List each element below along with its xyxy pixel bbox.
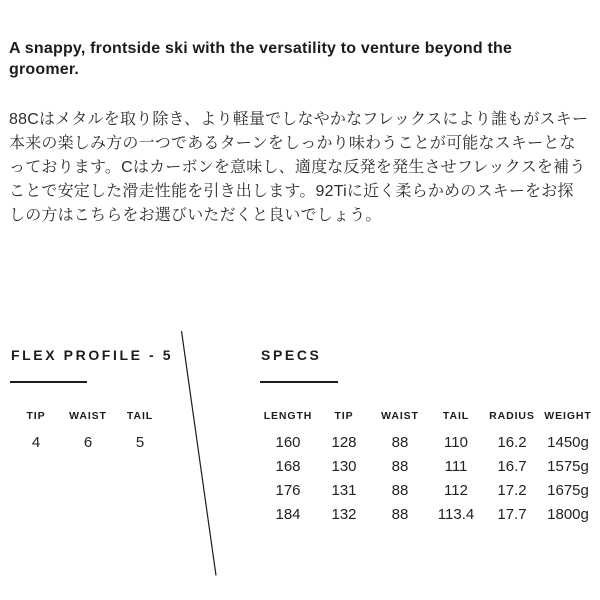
specs-row	[260, 503, 596, 527]
flex-col-header-waist: WAIST	[69, 410, 107, 422]
specs-col-header-weight: WEIGHT	[544, 410, 592, 422]
flex-profile-value-row	[10, 431, 166, 455]
flex-profile-title: FLEX PROFILE - 5	[11, 347, 174, 363]
spec-cell-radius: 17.2	[497, 482, 527, 499]
spec-cell-tail: 113.4	[437, 506, 475, 523]
specs-table	[260, 410, 596, 527]
description-line: 88Cはメタルを取り除き、より軽量でしなやかなフレックスにより誰もがスキー	[9, 111, 589, 128]
specs-row	[260, 431, 596, 455]
product-description-japanese	[9, 108, 588, 228]
spec-cell-radius: 16.7	[497, 458, 527, 475]
specs-header-row	[260, 410, 596, 422]
description-line: しの方はこちらをお選びいただくと良いでしょう。	[9, 207, 382, 224]
specs-rows	[260, 431, 596, 527]
specs-col-header-length: LENGTH	[263, 410, 313, 422]
spec-cell-waist: 88	[391, 458, 409, 475]
spec-cell-tip: 130	[331, 458, 357, 475]
specs-col-header-tip: TIP	[334, 410, 354, 422]
spec-cell-length: 184	[275, 506, 301, 523]
flex-value-waist: 6	[83, 434, 93, 451]
specs-col-header-tail: TAIL	[442, 410, 470, 422]
spec-cell-tail: 112	[444, 482, 468, 499]
specs-underline	[260, 381, 338, 383]
flex-profile-table	[10, 410, 166, 455]
specs-title: SPECS	[261, 347, 322, 363]
tagline-line-1: A snappy, frontside ski with the versatility to venture beyond the	[9, 40, 513, 57]
spec-cell-weight: 1675g	[547, 482, 589, 499]
spec-cell-length: 168	[275, 458, 301, 475]
flex-profile-header-row	[10, 410, 166, 422]
description-line: っております。Cはカーボンを意味し、適度な反発を発生させフレックスを補う	[9, 159, 586, 176]
flex-col-header-tail: TAIL	[126, 410, 154, 422]
flex-value-tip: 4	[31, 434, 41, 451]
spec-cell-tail: 111	[444, 458, 468, 475]
flex-value-tail: 5	[135, 434, 145, 451]
spec-cell-radius: 16.2	[497, 434, 527, 451]
spec-cell-radius: 17.7	[497, 506, 527, 523]
spec-cell-length: 176	[275, 482, 301, 499]
spec-cell-tip: 131	[331, 482, 357, 499]
specs-row	[260, 479, 596, 503]
description-line: ことで安定した滑走性能を引き出します。92Tiに近く柔らかめのスキーをお探	[9, 183, 574, 200]
description-line: 本来の楽しみ方の一つであるターンをしっかり味わうことが可能なスキーとな	[9, 135, 576, 152]
spec-cell-weight: 1450g	[547, 434, 589, 451]
spec-cell-tip: 128	[331, 434, 357, 451]
product-tagline	[9, 38, 512, 80]
flex-profile-values	[10, 431, 166, 455]
spec-cell-weight: 1575g	[547, 458, 589, 475]
spec-cell-waist: 88	[391, 482, 409, 499]
tagline-line-2: groomer.	[9, 61, 80, 78]
spec-cell-waist: 88	[391, 434, 409, 451]
spec-cell-length: 160	[275, 434, 301, 451]
specs-row	[260, 455, 596, 479]
spec-cell-tail: 110	[444, 434, 468, 451]
specs-col-header-radius: RADIUS	[489, 410, 535, 422]
spec-cell-weight: 1800g	[547, 506, 589, 523]
spec-cell-waist: 88	[391, 506, 409, 523]
flex-col-header-tip: TIP	[26, 410, 46, 422]
flex-profile-underline	[10, 381, 87, 383]
spec-cell-tip: 132	[331, 506, 357, 523]
specs-col-header-waist: WAIST	[381, 410, 419, 422]
